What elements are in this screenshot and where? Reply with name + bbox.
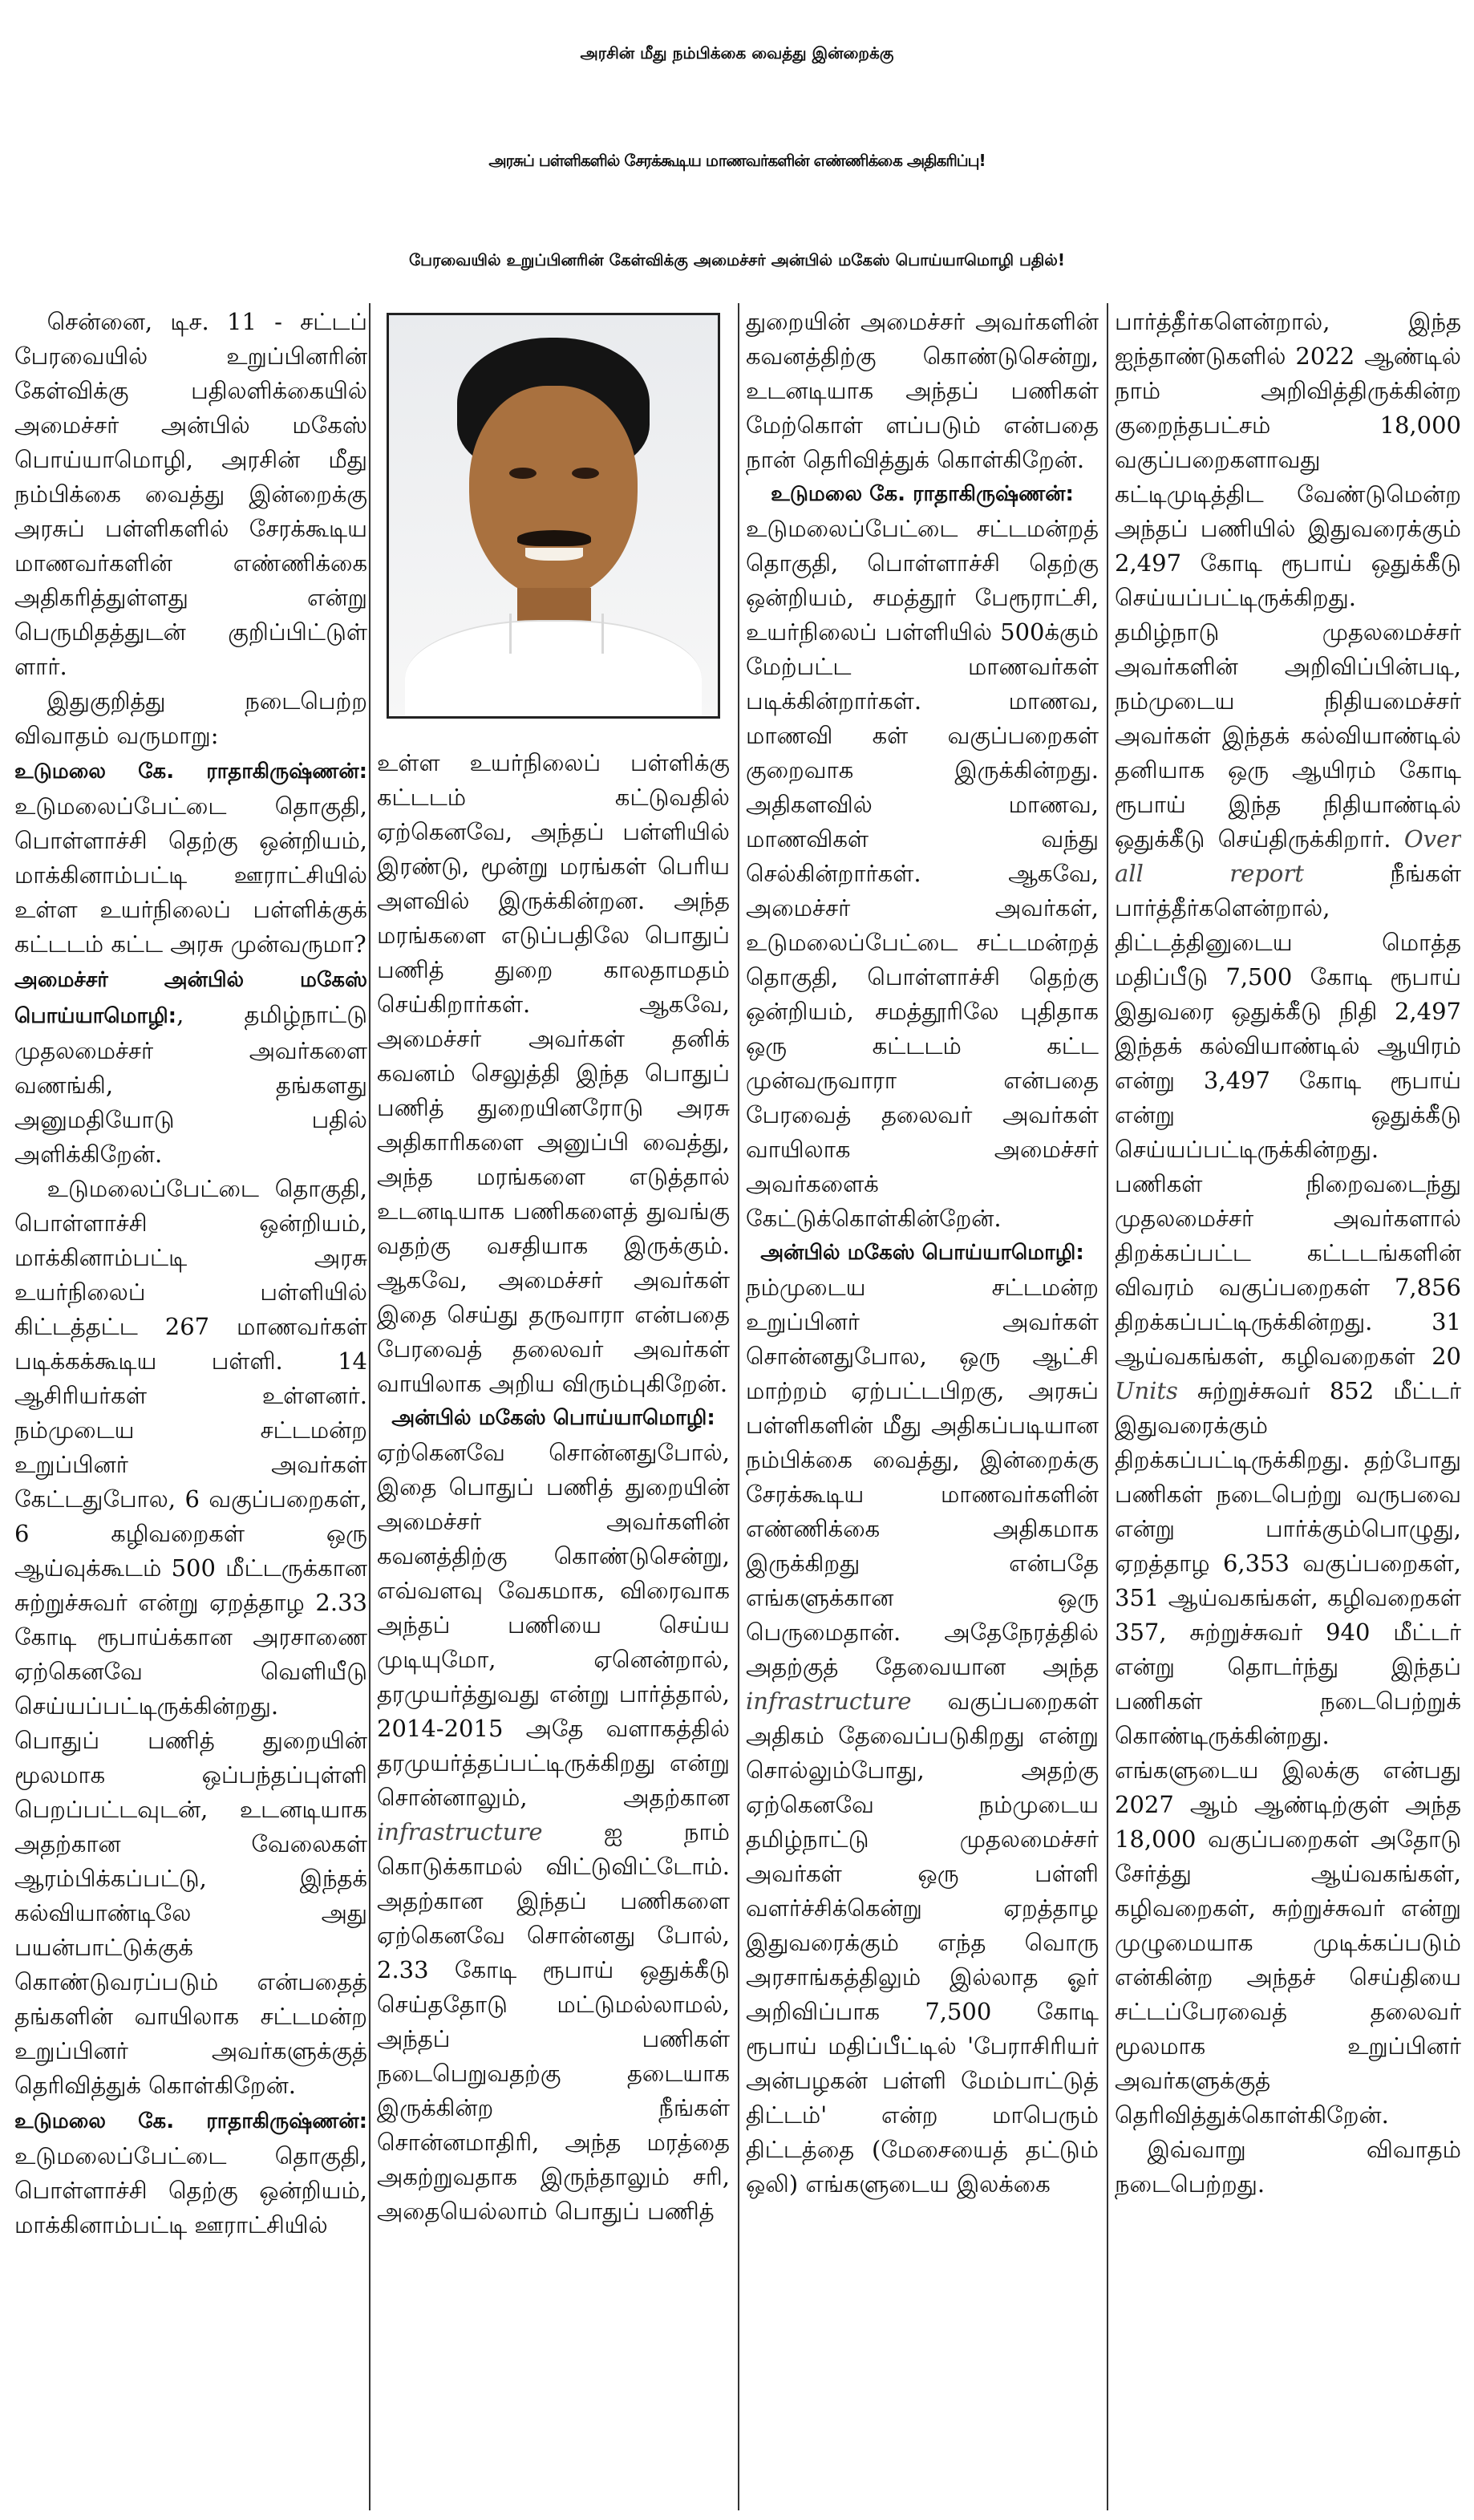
english-term: Over all report: [1115, 825, 1461, 887]
paragraph: உடுமலைப்பேட்டை தொகுதி, பொள்ளாச்சி ஒன்றியம், மாக்கினாம்பட்டி அரசு உயர்நிலைப் பள்ளியில் கிட்டத்தட்ட 267 மாணவர்கள் படிக்கக்கூடிய பள்ளி. 14 ஆசிரியர்கள் உள்ளனர். நம்முடைய சட்டமன்ற உறுப்பினர் அவர்கள் கேட்டதுபோல, 6 வகுப்பறைகள், 6 கழிவறைகள் ஒரு ஆய்வுக்கூடம் 500 மீட்டருக்கான சுற்றுச்சுவர் என்று ஏறத்தாழ 2.33 கோடி ரூபாய்க்கான அரசாணை ஏற்கெனவே வெளியீடு செய்யப்பட்டிருக்கின்றது. பொதுப் பணித் துறையின் மூலமாக ஒப்பந்தப்புள்ளி பெறப்பட்டவுடன், உடனடியாக அதற்கான வேலைகள் ஆரம்பிக்கப்பட்டு, இந்தக் கல்வியாண்டிலே அது பயன்பாட்டுக்குக் கொண்டுவரப்படும் என்பதைத் தங்களின் வாயிலாக சட்டமன்ற உறுப்பினர் அவர்களுக்குத் தெரிவித்துக் கொள்கிறேன்.: [14, 1175, 367, 2099]
closing-paragraph: இவ்வாறு விவாதம் நடைபெற்றது.: [1115, 2136, 1461, 2198]
headline-sub: பேரவையில் உறுப்பினரின் கேள்விக்கு அமைச்சர் அன்பில் மகேஸ் பொய்யாமொழி பதில்!: [408, 250, 1066, 269]
article-column-4: [1115, 305, 1461, 2510]
speech-text: நம்முடைய சட்டமன்ற உறுப்பினர் அவர்கள் சொன்னதுபோல, ஒரு ஆட்சி மாற்றம் ஏற்பட்டபிறகு, அரசுப் பள்ளிகளின் மீது அதிகப்படியான நம்பிக்கை வைத்து, இன்றைக்கு சேரக்கூடிய மாணவர்களின் எண்ணிக்கை அதிகமாக இருக்கிறது என்பதே எங்களுக்கான ஒரு பெருமைதான். அதேநேரத்தில் அதற்குத் தேவையான அந்த: [746, 1274, 1099, 1680]
speech-text: நீங்கள் பார்த்தீர்களென்றால், திட்டத்தினுடைய மொத்த மதிப்பீடு 7,500 கோடி ரூபாய் இதுவரை ஒதுக்கீடு நிதி 2,497 இந்தக் கல்வியாண்டில் ஆயிரம் என்று 3,497 கோடி ரூபாய் என்று ஒதுக்கீடு செய்யப்பட்டிருக்கின்றது. பணிகள் நிறைவடைந்து முதலமைச்சர் அவர்களால் திறக்கப்பட்ட கட்டடங்களின் விவரம் வகுப்பறைகள் 7,856 திறக்கப்பட்டிருக்கின்றது. 31 ஆய்வகங்கள், கழிவறைகள் 20: [1115, 860, 1461, 1370]
speech-paragraph: [377, 1436, 730, 2229]
dateline-paragraph: சென்னை, டிச. 11 - சட்டப் பேரவையில் உறுப்பினரின் கேள்விக்கு பதிலளிக்கையில் அமைச்சர் அன்பில் மகேஸ் பொய்யாமொழி, அரசின் மீது நம்பிக்கை வைத்து இன்றைக்கு அரசுப் பள்ளிகளில் சேரக்கூடிய மாணவர்களின் எண்ணிக்கை அதிகரித்துள்ளது என்று பெருமிதத்துடன் குறிப்பிட்டுள் ளார்.: [14, 308, 367, 680]
english-term: Units: [1115, 1377, 1178, 1404]
speaker-name: உடுமலை கே. ராதாகிருஷ்ணன்:: [14, 760, 367, 784]
headline-main: அரசுப் பள்ளிகளில் சேரக்கூடிய மாணவர்களின் எண்ணிக்கை அதிகரிப்பு!: [488, 151, 986, 170]
speech-text: சுற்றுச்சுவர் 852 மீட்டர் இதுவரைக்கும் திறக்கப்பட்டிருக்கிறது. தற்போது பணிகள் நடைபெற்று வருபவை என்று பார்க்கும்பொழுது, ஏறத்தாழ 6,353 வகுப்பறைகள், 351 ஆய்வகங்கள், கழிவறைகள் 357, சுற்றுச்சுவர் 940 மீட்டர் என்று தொடர்ந்து இந்தப் பணிகள் நடைபெற்றுக் கொண்டிருக்கின்றது. எங்களுடைய இலக்கு என்பது 2027 ஆம் ஆண்டிற்குள் அந்த 18,000 வகுப்பறைகள் அதோடு சேர்த்து ஆய்வகங்கள், கழிவறைகள், சுற்றுச்சுவர் என்று முழுமையாக முடிக்கப்படும் என்கின்ற அந்தச் செய்தியை சட்டப்பேரவைத் தலைவர் மூலமாக உறுப்பினர் அவர்களுக்குத் தெரிவித்துக்கொள்கிறேன்.: [1115, 1377, 1461, 2129]
speech-text: உடுமலைப்பேட்டை சட்டமன்றத் தொகுதி, பொள்ளாச்சி தெற்கு ஒன்றியம், சமத்தூர் பேரூராட்சி, உயர்நிலைப் பள்ளியில் 500க்கும் மேற்பட்ட மாணவர்கள் படிக்கின்றார்கள். மாணவ, மாணவி கள் வகுப்பறைகள் குறைவாக இருக்கின்றது. அதிகளவில் மாணவ, மாணவிகள் வந்து செல்கின்றார்கள். ஆகவே, அமைச்சர் அவர்கள், உடுமலைப்பேட்டை சட்டமன்றத் தொகுதி, பொள்ளாச்சி தெற்கு ஒன்றியம், சமத்தூரிலே புதிதாக ஒரு கட்டடம் கட்ட முன்வருவாரா என்பதை பேரவைத் தலைவர் அவர்கள் வாயிலாக அமைச்சர் அவர்களைக் கேட்டுக்கொள்கின்றேன்.: [746, 515, 1099, 1232]
article-column-2: [377, 305, 730, 2510]
speech-paragraph: [14, 2103, 367, 2242]
speech-text: பார்த்தீர்களென்றால், இந்த ஐந்தாண்டுகளில் 2022 ஆண்டில் நாம் அறிவித்திருக்கின்ற குறைந்தபட்சம் 18,000 வகுப்பறைகளாவது கட்டிமுடித்திட வேண்டுமென்ற அந்தப் பணியில் இதுவரைக்கும் 2,497 கோடி ரூபாய் ஒதுக்கீடு செய்யப்பட்டிருக்கிறது. தமிழ்நாடு முதலமைச்சர் அவர்களின் அறிவிப்பின்படி, நம்முடைய நிதியமைச்சர் அவர்கள் இந்தக் கல்வியாண்டில் தனியாக ஒரு ஆயிரம் கோடி ரூபாய் இந்த நிதியாண்டில் ஒதுக்கீடு செய்திருக்கிறார்.: [1115, 308, 1461, 853]
english-term: infrastructure: [746, 1687, 912, 1715]
speech-text: வகுப்பறைகள் அதிகம் தேவைப்படுகிறது என்று சொல்லும்போது, அதற்கு ஏற்கெனவே நம்முடைய தமிழ்நாட்டு முதலமைச்சர் அவர்கள் ஒரு பள்ளி வளர்ச்சிக்கென்று ஏறத்தாழ இதுவரைக்கும் எந்த வொரு அரசாங்கத்திலும் இல்லாத ஓர் அறிவிப்பாக 7,500 கோடி ரூபாய் மதிப்பீட்டில் 'பேராசிரியர் அன்பழகன் பள்ளி மேம்பாட்டுத் திட்டம்' என்ற மாபெரும் திட்டத்தை (மேசையைத் தட்டும் ஒலி) எங்களுடைய இலக்கை: [746, 1687, 1099, 2198]
speaker-name: அன்பில் மகேஸ் பொய்யாமொழி:: [760, 1241, 1084, 1265]
speech-paragraph: [1115, 305, 1461, 2133]
speaker-name: அமைச்சர் அன்பில் மகேஸ் பொய்யாமொழி:: [14, 968, 367, 1028]
speech-text: ஏற்கெனவே சொன்னதுபோல், இதை பொதுப் பணித் துறையின் அமைச்சர் அவர்களின் கவனத்திற்கு கொண்டுசென்று, எவ்வளவு வேகமாக, விரைவாக அந்தப் பணியை செய்ய முடியுமோ, ஏனென்றால், தரமுயர்த்துவது என்று பார்த்தால், 2014-2015 அதே வளாகத்தில் தரமுயர்த்தப்பட்டிருக்கிறது என்று சொன்னாலும், அதற்கான: [377, 1439, 730, 1811]
speech-text: ஐ நாம் கொடுக்காமல் விட்டுவிட்டோம். அதற்கான இந்தப் பணிகளை ஏற்கெனவே சொன்னது போல், 2.33 கோடி ரூபாய் ஒதுக்கீடு செய்ததோடு மட்டுமல்லாமல், அந்தப் பணிகள் நடைபெறுவதற்கு தடையாக இருக்கின்ற நீங்கள் சொன்னமாதிரி, அந்த மரத்தை அகற்றுவதாக இருந்தாலும் சரி, அதையெல்லாம் பொதுப் பணித்: [377, 1818, 730, 2225]
article-column-1: [14, 305, 367, 2510]
english-term: infrastructure: [377, 1818, 543, 1845]
column-divider: [369, 303, 371, 2510]
headline-kicker: அரசின் மீது நம்பிக்கை வைத்து இன்றைக்கு: [580, 43, 894, 63]
speaker-name: உடுமலை கே. ராதாகிருஷ்ணன்:: [14, 2109, 367, 2133]
speech-paragraph: [746, 512, 1099, 1236]
column-divider: [738, 303, 739, 2510]
speaker-name: அன்பில் மகேஸ் பொய்யாமொழி:: [391, 1406, 715, 1430]
speech-paragraph: [14, 753, 367, 962]
article-column-3: [746, 305, 1099, 2510]
speech-text: , தமிழ்நாட்டு முதலமைச்சர் அவர்களை வணங்கி, தங்களது அனுமதியோடு பதில் அளிக்கிறேன்.: [14, 1001, 367, 1168]
paragraph: இதுகுறித்து நடைபெற்ற விவாதம் வருமாறு:: [14, 687, 367, 749]
speaker-name: உடுமலை கே. ராதாகிருஷ்ணன்:: [771, 482, 1074, 506]
minister-photo: [387, 313, 720, 719]
speech-text: உடுமலைப்பேட்டை தொகுதி, பொள்ளாச்சி தெற்கு ஒன்றியம், மாக்கினாம்பட்டி ஊராட்சியில் உள்ள உயர்நிலைப் பள்ளிக்குக் கட்டடம் கட்ட அரசு முன்வருமா?: [14, 792, 367, 958]
speech-paragraph: [746, 1270, 1099, 2202]
paragraph: துறையின் அமைச்சர் அவர்களின் கவனத்திற்கு கொண்டுசென்று, உடனடியாக அந்தப் பணிகள் மேற்கொள் ளப்படும் என்பதை நான் தெரிவித்துக் கொள்கிறேன்.: [746, 308, 1099, 473]
speech-text: உடுமலைப்பேட்டை தொகுதி, பொள்ளாச்சி தெற்கு ஒன்றியம், மாக்கினாம்பட்டி ஊராட்சியில்: [14, 2142, 367, 2238]
paragraph: உள்ள உயர்நிலைப் பள்ளிக்கு கட்டடம் கட்டுவதில் ஏற்கெனவே, அந்தப் பள்ளியில் இரண்டு, மூன்று மரங்கள் பெரிய அளவில் இருக்கின்றன. அந்த மரங்களை எடுப்பதிலே பொதுப் பணித் துறை காலதாமதம் செய்கிறார்கள். ஆகவே, அமைச்சர் அவர்கள் தனிக் கவனம் செலுத்தி இந்த பொதுப் பணித் துறையினரோடு அரசு அதிகாரிகளை அனுப்பி வைத்து, அந்த மரங்களை எடுத்தால் உடனடியாக பணிகளைத் துவங்கு வதற்கு வசதியாக இருக்கும். ஆகவே, அமைச்சர் அவர்கள் இதை செய்து தருவாரா என்பதை பேரவைத் தலைவர் அவர்கள் வாயிலாக அறிய விரும்புகிறேன்.: [377, 749, 730, 1397]
column-divider: [1107, 303, 1108, 2510]
speech-paragraph: [14, 962, 367, 1172]
